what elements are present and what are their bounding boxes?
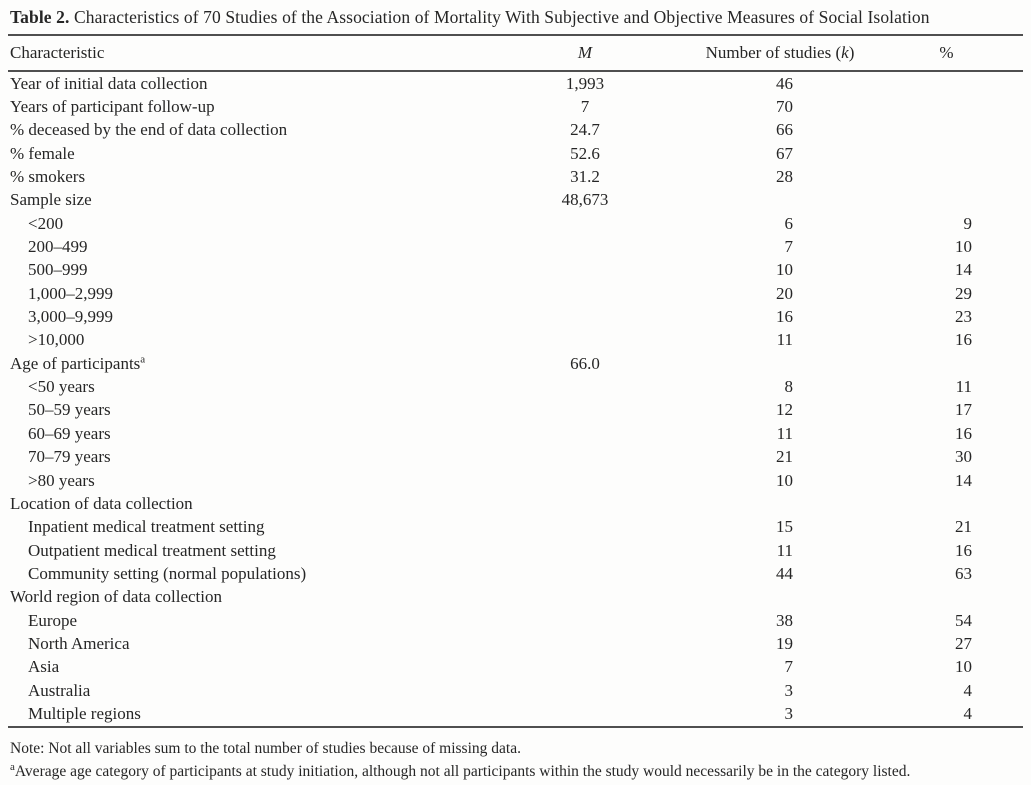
col-header-percent: % [870,35,1023,71]
row-label: % deceased by the end of data collection [10,120,288,140]
row-pct-value: 10 [955,237,972,257]
row-k-value: 15 [776,517,793,537]
row-pct-value [870,189,1023,212]
table-row [8,95,1023,118]
row-k-value: 16 [776,307,793,327]
row-pct-value: 16 [955,423,972,443]
row-pct-value: 11 [955,377,972,397]
row-k-value: 38 [776,610,793,630]
row-m-value [480,235,690,258]
table-row [8,586,1023,609]
table-row [8,212,1023,235]
row-m-value: 7 [580,97,590,117]
table-row [8,71,1023,95]
row-k-value: 11 [776,330,793,350]
row-k-value [690,189,870,212]
row-pct-value [870,492,1023,515]
table-row [8,446,1023,469]
row-k-value: 7 [784,237,793,257]
table-row [8,609,1023,632]
row-m-value [480,656,690,679]
row-label: Europe [28,610,78,630]
col-header-characteristic: Characteristic [8,35,480,71]
row-label: North America [28,633,130,653]
row-pct-value [870,142,1023,165]
table-row [8,516,1023,539]
row-label: 500–999 [28,260,88,280]
row-label: World region of data collection [10,587,223,607]
row-m-value [480,212,690,235]
note-general: Note: Not all variables sum to the total number of studies because of missing data. [10,739,521,757]
k-header-symbol: k [841,43,849,62]
row-k-value: 6 [784,213,793,233]
table-row [8,422,1023,445]
table-row [8,679,1023,702]
table-row [8,119,1023,142]
characteristics-table [8,34,1023,728]
row-k-value: 12 [776,400,793,420]
table-title [10,6,1023,28]
table-row [8,375,1023,398]
row-label: Asia [28,657,60,677]
table-row [8,656,1023,679]
table-row [8,282,1023,305]
row-m-value [480,539,690,562]
row-k-value: 11 [776,540,793,560]
row-k-value: 8 [784,377,793,397]
table-row [8,562,1023,585]
row-k-value: 7 [784,657,793,677]
footnote-a-marker: a [10,760,15,773]
row-pct-value: 27 [955,633,972,653]
row-label: 1,000–2,999 [28,283,113,303]
row-label: % female [10,143,75,163]
table-caption: Characteristics of 70 Studies of the Association of Mortality With Subjective and Objective Measures of Social Isolation [73,7,930,27]
table-header [8,35,1023,71]
row-pct-value: 17 [955,400,972,420]
row-k-value [690,352,870,375]
row-label: Australia [28,680,91,700]
row-pct-value: 23 [955,307,972,327]
row-m-value [480,702,690,726]
table-row [8,329,1023,352]
row-label: Sample size [10,190,92,210]
table-row [8,399,1023,422]
row-k-value: 70 [776,97,793,117]
row-k-value: 28 [776,167,793,187]
row-label: >10,000 [28,330,85,350]
row-k-value: 19 [776,633,793,653]
row-label: 3,000–9,999 [28,307,113,327]
row-k-value [690,492,870,515]
row-k-value: 3 [690,702,870,726]
row-pct-value: 9 [963,213,972,233]
footnote-a-text: Average age category of participants at study initiation, although not all participants within the study would necessarily be in the category listed. [14,762,911,780]
row-k-value: 20 [776,283,793,303]
row-m-value [480,679,690,702]
row-label: 50–59 years [28,400,111,420]
row-label: Community setting (normal populations) [28,563,307,583]
row-pct-value: 14 [955,470,972,490]
row-m-value: 31.2 [570,167,600,187]
row-label: Years of participant follow-up [10,97,215,117]
paper-table-page [0,6,1031,783]
table-row [8,165,1023,188]
row-m-value [480,632,690,655]
table-row [8,539,1023,562]
row-pct-value: 21 [955,517,972,537]
row-label: Year of initial data collection [10,73,208,93]
row-m-value [480,516,690,539]
row-m-value [480,329,690,352]
table-row [8,632,1023,655]
row-label: 70–79 years [28,447,111,467]
row-m-value [480,259,690,282]
table-row [8,235,1023,258]
row-m-value: 1,993 [565,73,605,93]
row-pct-value: 4 [963,680,972,700]
table-row [8,305,1023,328]
row-pct-value: 54 [955,610,972,630]
row-k-value: 44 [776,563,793,583]
table-row [8,469,1023,492]
row-m-value: 48,673 [561,190,609,210]
row-m-value [480,422,690,445]
row-m-value [480,586,690,609]
row-label: <200 [28,213,64,233]
row-m-value: 24.7 [570,120,600,140]
row-k-value: 67 [776,143,793,163]
row-m-value [480,375,690,398]
table-body [8,71,1023,727]
row-pct-value [870,95,1023,118]
row-k-value: 11 [776,423,793,443]
col-header-m: M [480,35,690,71]
row-pct-value: 4 [870,702,1023,726]
row-label: % smokers [10,167,86,187]
table-number-label: Table 2. [10,7,70,27]
table-row [8,352,1023,375]
row-label: Age of participants$^a$ [10,353,146,373]
row-k-value: 66 [776,120,793,140]
row-pct-value: 14 [955,260,972,280]
row-k-value [690,586,870,609]
k-header-prefix: Number of studies ( [705,43,842,62]
row-k-value: 10 [776,260,793,280]
row-label: Outpatient medical treatment setting [28,540,276,560]
table-row [8,259,1023,282]
row-pct-value: 16 [955,330,972,350]
row-pct-value [870,352,1023,375]
row-k-value: 3 [784,680,793,700]
row-pct-value: 29 [955,283,972,303]
table-row [8,189,1023,212]
row-k-value: 46 [776,73,793,93]
row-label: 200–499 [28,237,88,257]
table-notes [10,737,1023,783]
row-pct-value [870,165,1023,188]
row-m-value [480,305,690,328]
row-label: <50 years [28,377,95,397]
row-m-value [480,282,690,305]
row-m-value [480,399,690,422]
row-m-value [480,609,690,632]
row-m-value [480,492,690,515]
row-pct-value [870,586,1023,609]
table-row [8,702,1023,726]
row-label: 60–69 years [28,423,111,443]
footnote-a-reference: a [140,353,146,366]
row-label: Multiple regions [8,702,480,726]
row-pct-value: 16 [955,540,972,560]
row-pct-value: 63 [955,563,972,583]
row-pct-value: 10 [955,657,972,677]
table-row [8,142,1023,165]
note-footnote-a [10,760,1023,783]
row-m-value [480,446,690,469]
header-row [8,35,1023,71]
row-pct-value: 30 [955,447,972,467]
row-label: >80 years [28,470,95,490]
row-m-value [480,562,690,585]
row-m-value [480,469,690,492]
row-m-value: 66.0 [570,353,600,373]
row-m-value: 52.6 [570,143,600,163]
row-pct-value [870,119,1023,142]
row-k-value: 10 [776,470,793,490]
row-label: Location of data collection [10,493,193,513]
col-header-number-of-studies [690,35,870,71]
k-header-suffix: ) [848,43,855,62]
table-row [8,492,1023,515]
row-label: Inpatient medical treatment setting [28,517,265,537]
row-k-value: 21 [776,447,793,467]
row-pct-value [870,71,1023,95]
